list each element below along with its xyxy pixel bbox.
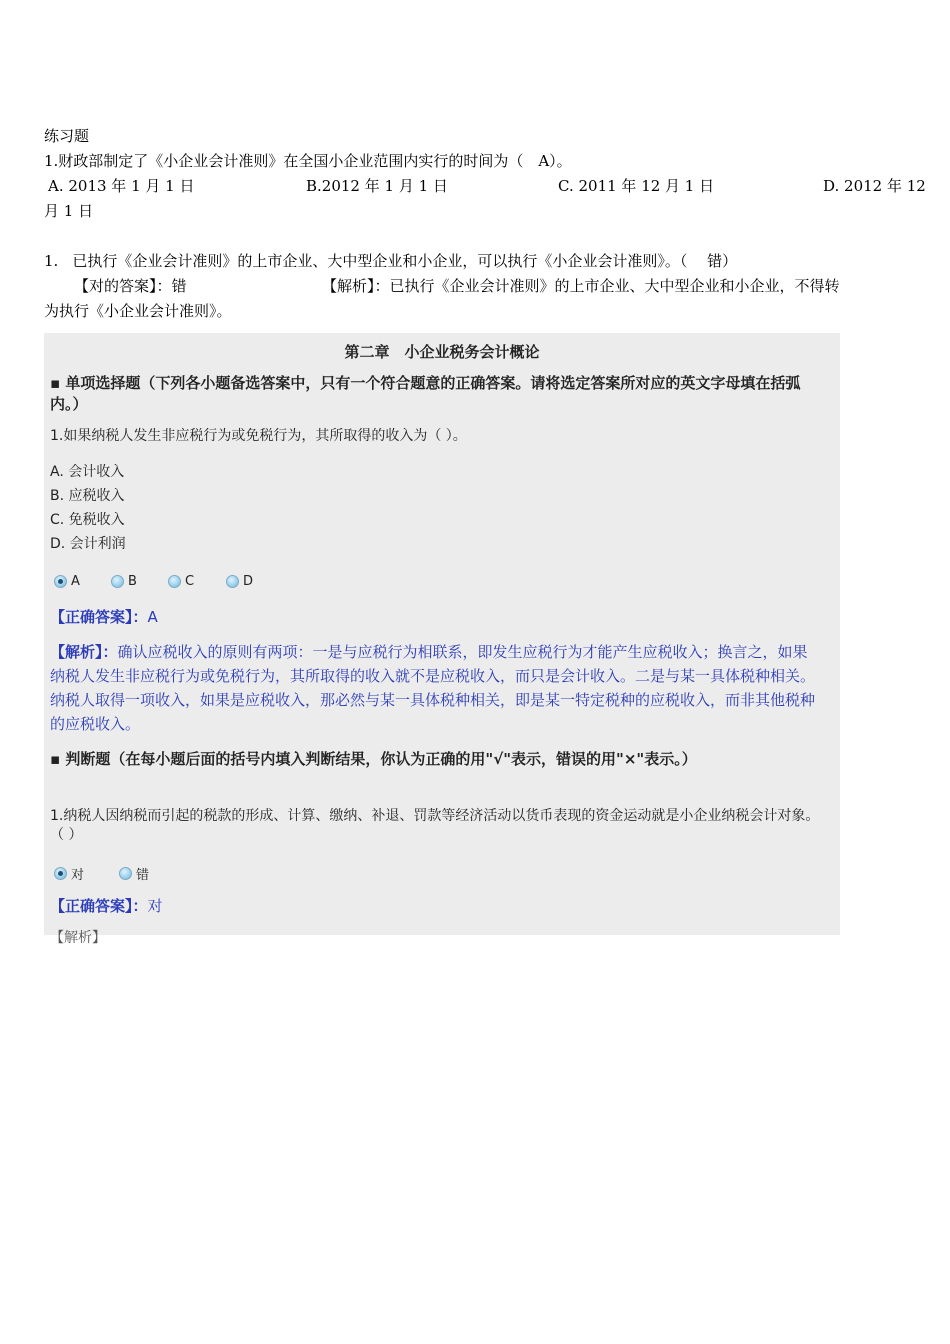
mc-question: 1.如果纳税人发生非应税行为或免税行为，其所取得的收入为（ ）。 xyxy=(50,428,467,444)
radio-icon xyxy=(168,575,181,588)
explain-label: 【解析】 xyxy=(322,277,375,295)
question-2 xyxy=(44,249,920,274)
embedded-screenshot xyxy=(44,333,840,946)
radio-true[interactable]: 对 xyxy=(54,864,84,883)
radio-icon xyxy=(111,575,124,588)
mc-option-d: D. 会计利润 xyxy=(50,536,126,552)
radio-icon xyxy=(226,575,239,588)
document-body xyxy=(44,124,926,324)
question-1-options xyxy=(44,174,926,199)
mc-explanation: 【解析】：确认应税收入的原则有两项：一是与应税行为相联系，即发生应税行为才能产生应税收入；换言之，如果纳税人发生非应税行为或免税行为，其所取得的收入就不是应税收入，而只是会计收入。二是与某一具体税种相关。纳税人取得一项收入，如果是应税收入，那必然与某一具体税种相关，即是某一特定税种的应税收入，而非其他税种的应税收入。 xyxy=(50,643,816,733)
question-2-answer-row xyxy=(44,274,920,299)
single-choice-header: ▪ 单项选择题（下列各小题备选答案中，只有一个符合题意的正确答案。请将选定答案所对应的英文字母填在括弧内。） xyxy=(50,374,801,413)
radio-selected-icon xyxy=(54,575,67,588)
judge-correct-answer: 【正确答案】：对 xyxy=(50,897,163,915)
question-1: 1.财政部制定了《小企业会计准则》在全国小企业范围内实行的时间为（ A）。 xyxy=(44,152,572,170)
mc-option-c: C. 免税收入 xyxy=(50,512,125,528)
judge-question: 1.纳税人因纳税而引起的税款的形成、计算、缴纳、补退、罚款等经济活动以货币表现的资金运动就是小企业纳税会计对象。（ ） xyxy=(50,808,820,843)
option-b: B.2012 年 1 月 1 日 xyxy=(306,177,448,195)
chapter-title: 第二章 小企业税务会计概论 xyxy=(344,343,540,361)
exercise-heading: 练习题 xyxy=(44,127,90,145)
option-d: D. 2012 年 12 xyxy=(823,177,926,195)
question-2-answer: 【对的答案】：错 xyxy=(74,277,187,295)
radio-icon xyxy=(119,867,132,880)
mc-option-b: B. 应税收入 xyxy=(50,488,125,504)
radio-selected-icon xyxy=(54,867,67,880)
cut-off-explain: 【解析】 xyxy=(50,930,106,946)
radio-false[interactable]: 错 xyxy=(119,864,149,883)
radio-a[interactable]: A xyxy=(54,574,80,589)
mc-option-a: A. 会计收入 xyxy=(50,464,125,480)
judge-radio-group xyxy=(52,864,652,884)
question-2-number: 1. xyxy=(44,252,59,270)
question-2-explain: 【解析】：已执行《企业会计准则》的上市企业、大中型企业和小企业，不得转 xyxy=(322,277,840,295)
option-a: A. 2013 年 1 月 1 日 xyxy=(48,177,195,195)
question-2-explain-wrap: 为执行《小企业会计准则》。 xyxy=(44,302,232,320)
radio-b[interactable]: B xyxy=(111,574,137,589)
radio-c[interactable]: C xyxy=(168,574,194,589)
question-2-text: 已执行《企业会计准则》的上市企业、大中型企业和小企业，可以执行《小企业会计准则》。（ 错） xyxy=(72,252,738,270)
radio-d[interactable]: D xyxy=(226,574,253,589)
mc-radio-group xyxy=(52,574,652,594)
judge-header: ▪ 判断题（在每小题后面的括号内填入判断结果，你认为正确的用"√"表示，错误的用"×"表示。） xyxy=(50,750,697,768)
option-d-wrap: 月 1 日 xyxy=(44,202,94,220)
mc-correct-answer: 【正确答案】：A xyxy=(50,608,158,626)
option-c: C. 2011 年 12 月 1 日 xyxy=(558,177,715,195)
